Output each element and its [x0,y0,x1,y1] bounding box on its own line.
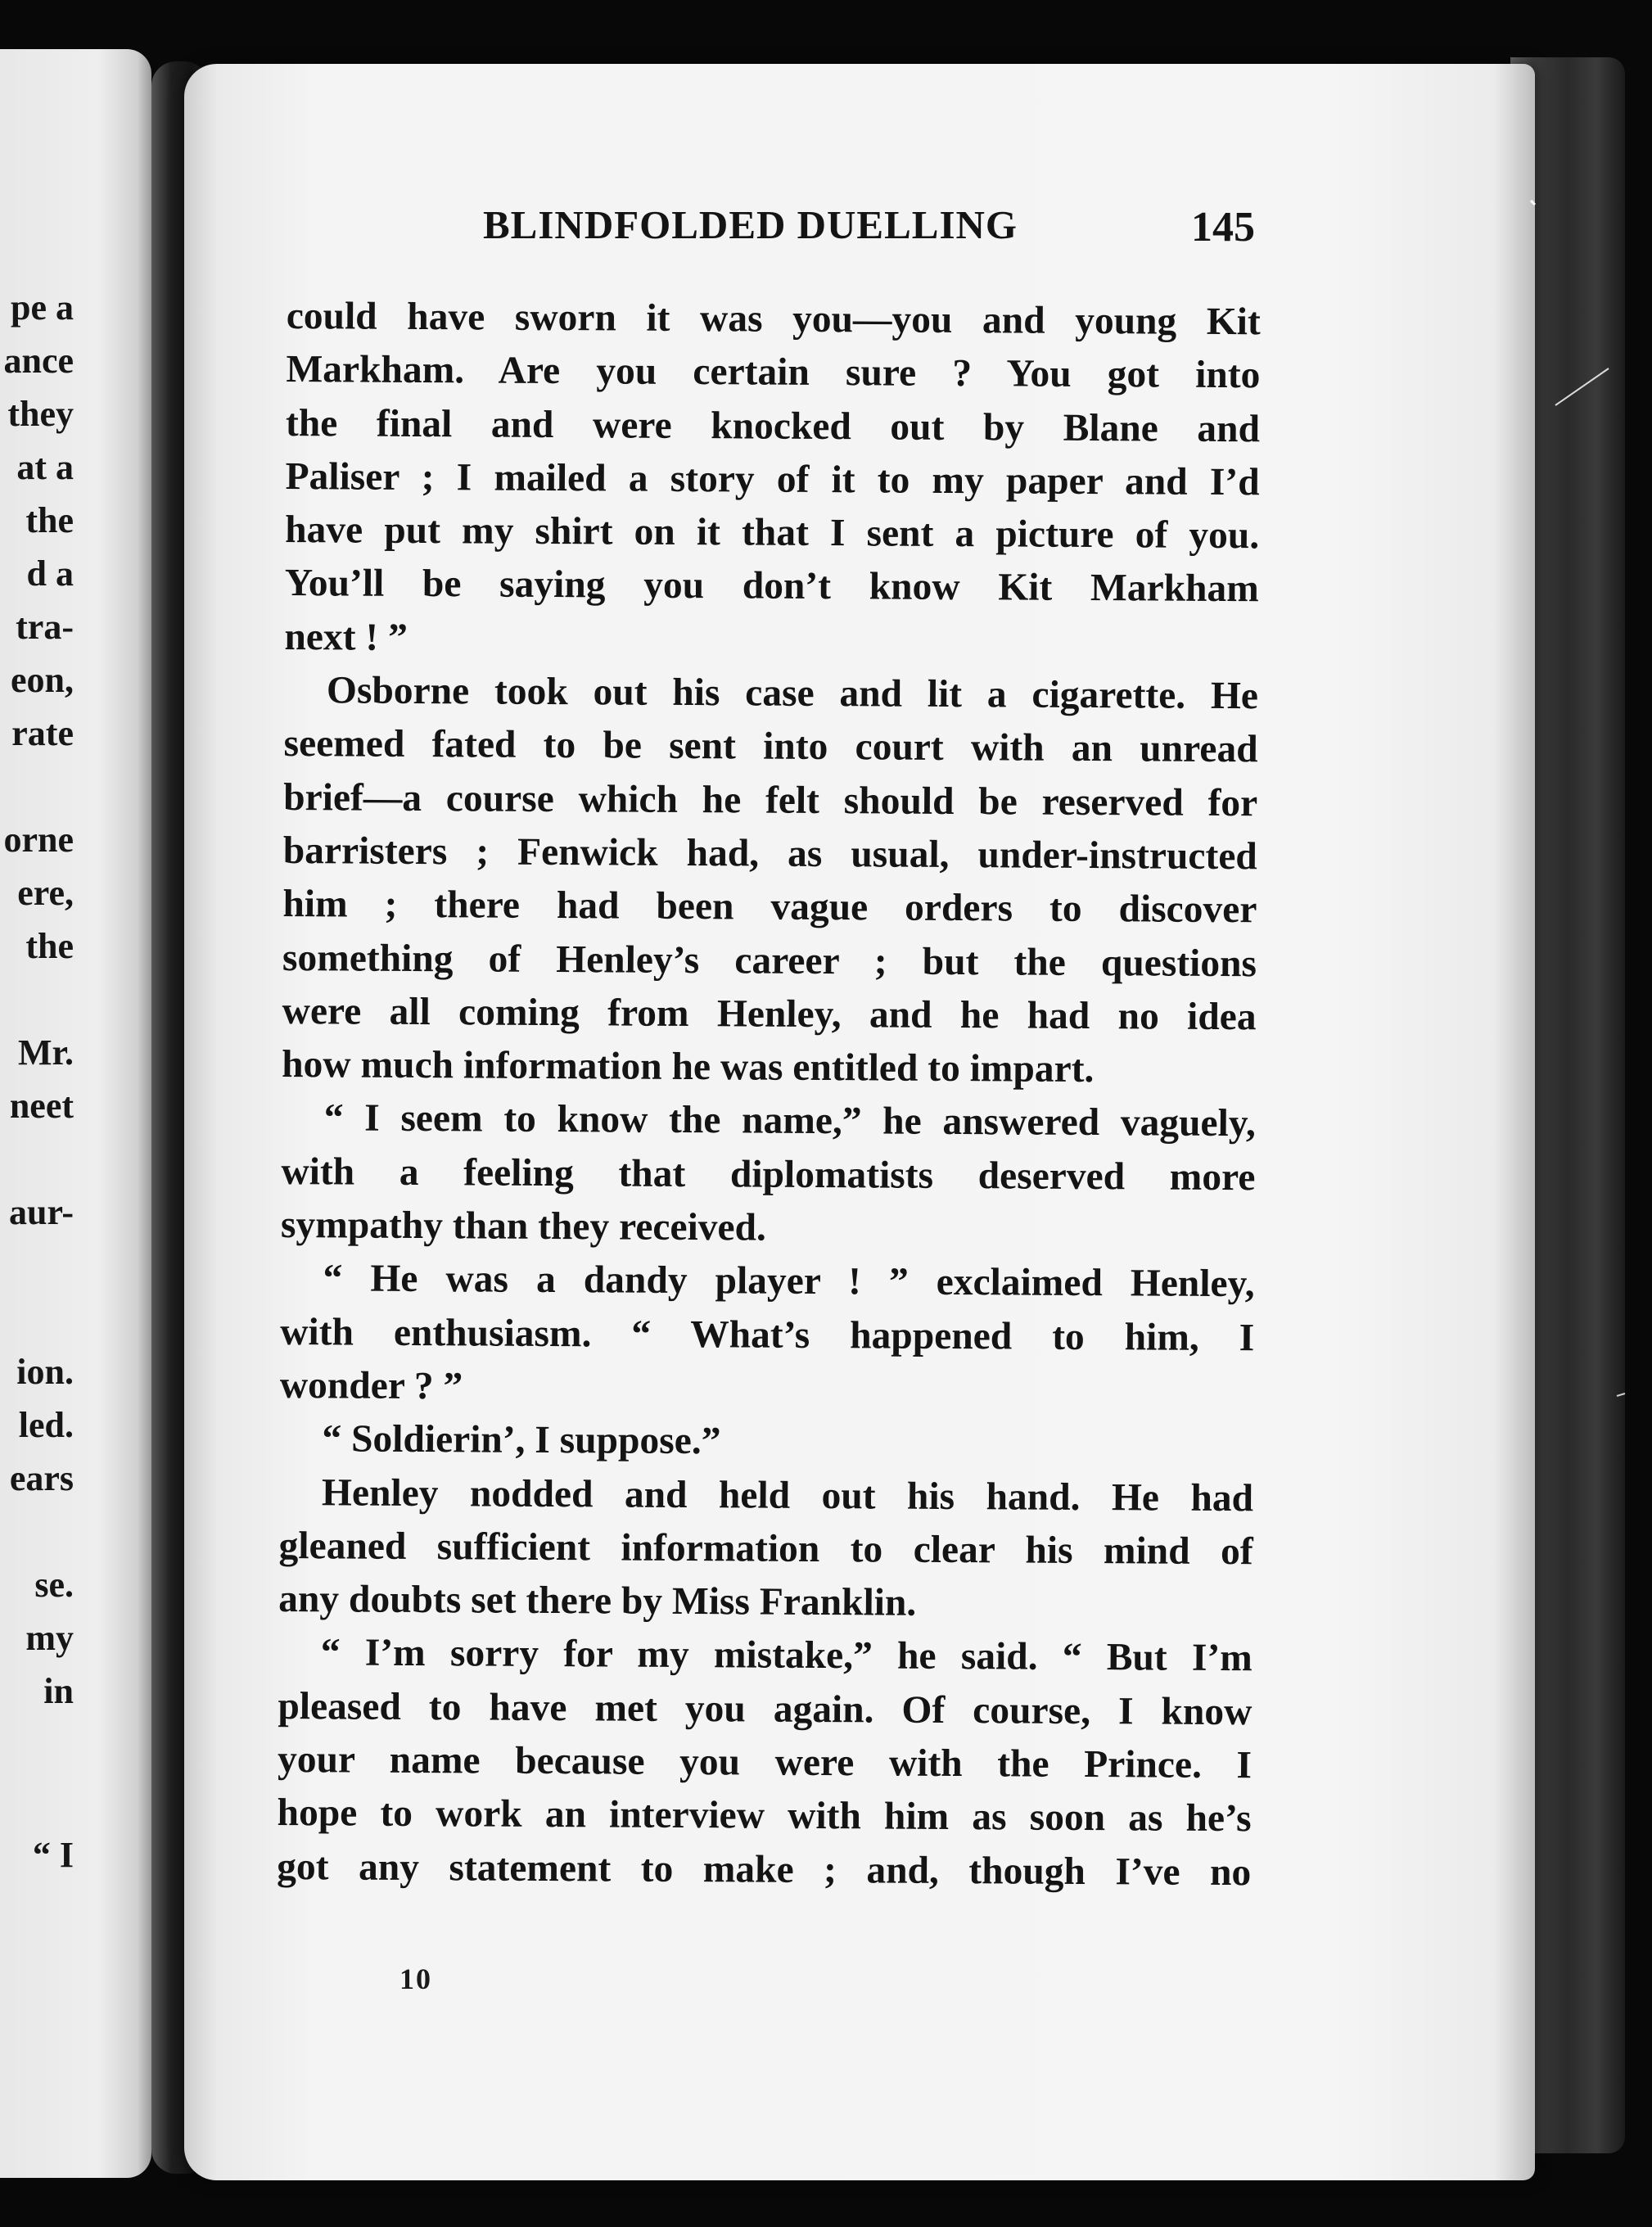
text-line: “ I seem to know the name,” he answered vaguely, [323,1096,1256,1145]
text-line: Osborne took out his case and lit a cigarette. He [326,669,1259,718]
text-line: hope to work an interview with him as soon as he’s [277,1791,1252,1841]
text-line: any doubts set there by Miss Franklin. [278,1578,917,1624]
text-line: pleased to have met you again. Of course, I know [278,1684,1253,1733]
left-page-fragment: neet [9,1086,74,1126]
running-head: BLINDFOLDED DUELLING [483,202,1018,247]
left-page-fragment: the [25,926,74,966]
text-line: got any statement to make ; and, though I’ve no [277,1845,1252,1894]
left-page-fragment: at a [16,447,74,487]
left-page-fragment: led. [18,1405,74,1445]
text-line: “ I’m sorry for my mistake,” he said. “ But I’m [320,1631,1253,1680]
left-page-fragment: “ I [32,1835,74,1875]
left-page-fragment: ears [9,1458,74,1498]
signature-mark: 10 [399,1963,432,1995]
left-page-fragment: se. [34,1565,74,1605]
text-line: next ! ” [284,615,408,659]
left-page-fragment: in [43,1671,74,1711]
text-line: how much information he was entitled to impart. [282,1043,1095,1091]
left-page-fragment: orne [3,820,74,860]
left-page-fragment: ere, [17,873,74,913]
text-line: something of Henley’s career ; but the questions [282,936,1257,985]
text-line: gleaned sufficient information to clear his mind of [278,1524,1253,1574]
left-page-fragment: pe a [11,287,74,328]
text-line: wonder ? ” [279,1363,463,1408]
text-line: have put my shirt on it that I sent a picture of you. [285,508,1260,558]
left-page-fragment: they [7,394,74,434]
text-line: Markham. Are you certain sure ? You got into [286,348,1261,397]
text-line: seemed fated to be sent into court with an unread [283,722,1258,771]
left-page-fragment: d a [26,553,74,594]
text-line: Henley nodded and held out his hand. He had [321,1470,1254,1520]
text-line: “ He was a dandy player ! ” exclaimed Henley, [323,1257,1255,1306]
text-line: You’ll be saying you don’t know Kit Markham [284,562,1259,611]
text-line: sympathy than they received. [280,1204,767,1249]
left-page-fragment: ance [3,341,74,381]
text-line: “ Soldierin’, I suppose.” [322,1417,721,1463]
body-text [277,290,1261,1900]
text-line: barristers ; Fenwick had, as usual, under-instructed [282,829,1257,879]
left-page-fragment: the [25,500,74,540]
text-line: the final and were knocked out by Blane and [285,401,1261,450]
text-line: brief—a course which he felt should be reserved for [283,775,1258,824]
book-page [184,64,1535,2180]
text-line: were all coming from Henley, and he had no idea [282,989,1257,1039]
text-line: Paliser ; I mailed a story of it to my paper and I’d [285,454,1260,504]
text-line: your name because you were with the Prince. I [277,1737,1253,1787]
page-number: 145 [1191,204,1255,251]
left-page-fragment: tra- [16,607,74,647]
text-line: with a feeling that diplomatists deserved more [281,1150,1256,1199]
left-page-fragment: ion. [16,1352,74,1392]
text-line: him ; there had been vague orders to discover [282,883,1257,932]
text-line: could have sworn it was you—you and young Kit [286,294,1261,344]
left-page-fragment: eon, [11,660,74,700]
left-page-fragment: aur- [8,1192,74,1232]
left-page-fragment: my [25,1618,74,1658]
left-page-fragment: Mr. [17,1032,74,1073]
left-page-fragment: rate [11,713,74,753]
text-line: with enthusiasm. “ What’s happened to him, I [280,1310,1255,1359]
